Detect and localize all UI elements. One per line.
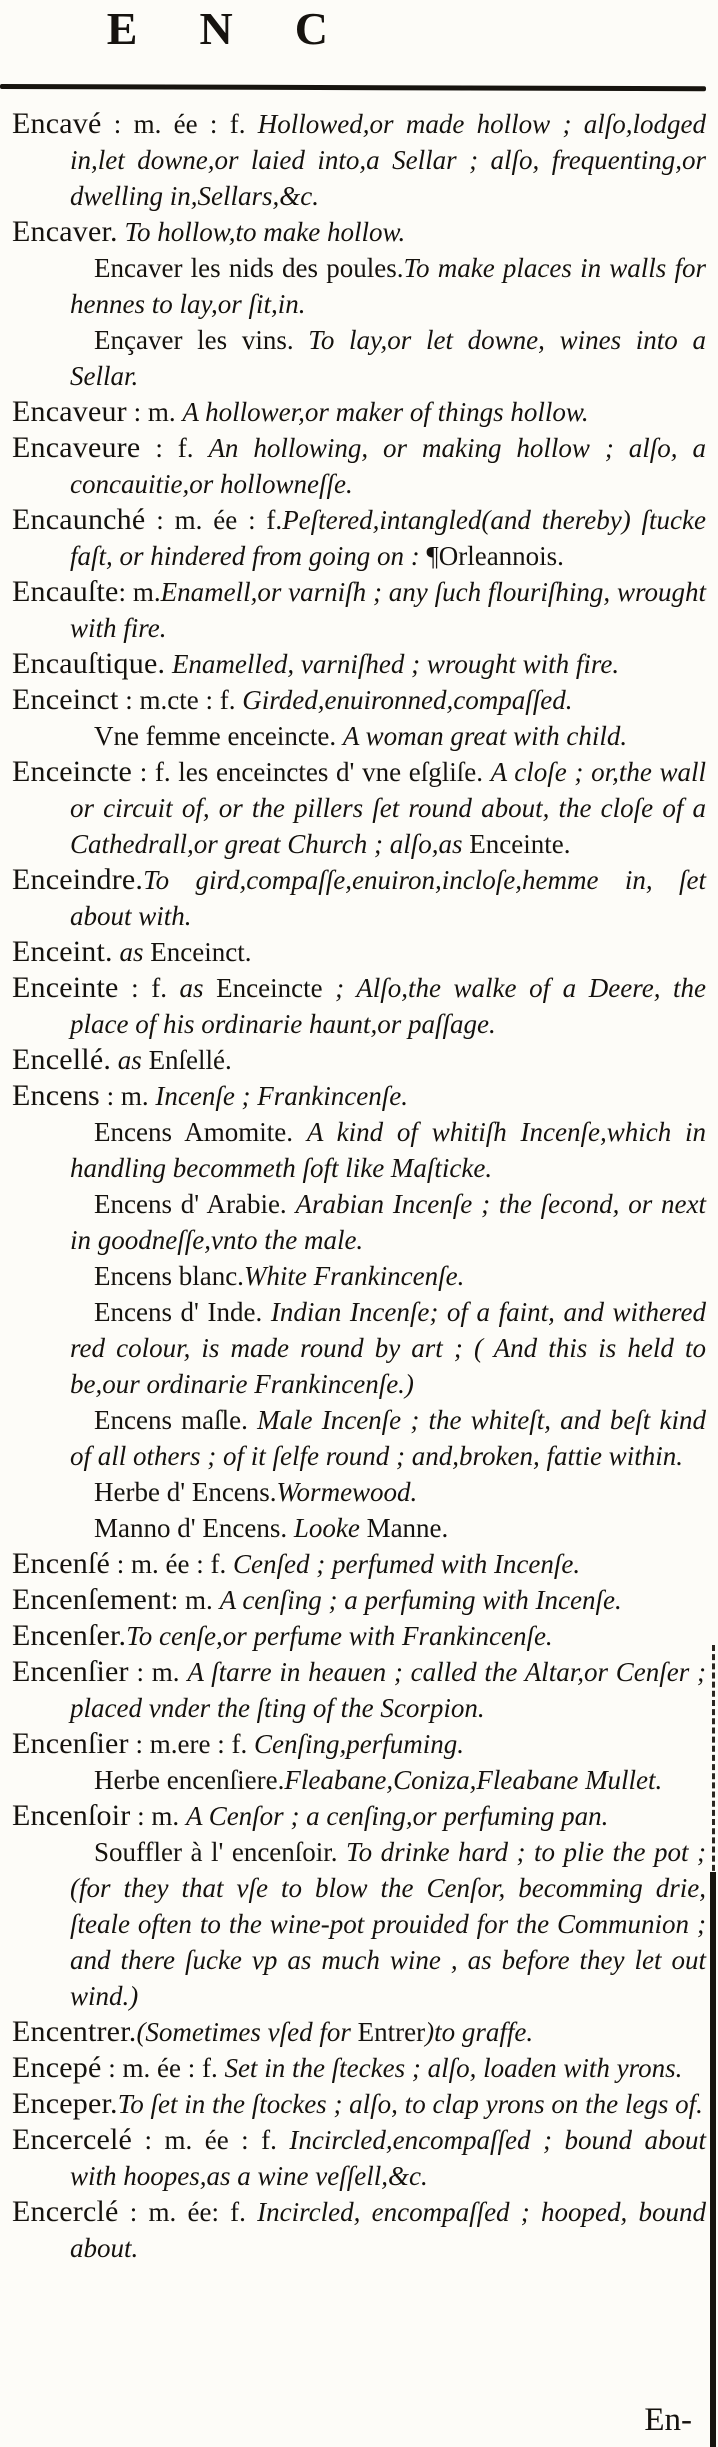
gloss-text: Cenſed ; perfumed with Incenſe. <box>232 1549 581 1579</box>
sub-entry <box>6 1258 706 1294</box>
entry <box>6 754 706 862</box>
roman-text: : m. ée : f. <box>101 2053 225 2083</box>
entry <box>6 2086 706 2122</box>
catchword: En- <box>644 2402 692 2438</box>
headword: Encerclé <box>12 2195 119 2228</box>
headword: Encauſtique. <box>12 647 166 680</box>
roman-text: : m. ée: f. <box>118 2197 258 2227</box>
entry <box>6 1798 706 1834</box>
column-rule <box>710 1872 716 2447</box>
headword: Encens <box>12 1079 100 1112</box>
roman-text: Enceincte <box>216 973 323 1003</box>
sub-entry <box>6 1294 706 1402</box>
entry <box>6 970 706 1042</box>
entry <box>6 502 706 574</box>
sub-entry <box>6 1762 706 1798</box>
gloss-text: To lay,or let downe, wines into a Sellar. <box>70 325 706 391</box>
column-rule-dashed <box>712 1645 715 1880</box>
gloss-text: Girded,enuironned,compaſſed. <box>242 685 573 715</box>
roman-text: : f. <box>118 973 180 1003</box>
headword: Encercelé <box>12 2123 133 2156</box>
headword: Encaunché <box>12 503 146 536</box>
roman-text: : m. <box>130 1801 186 1831</box>
headword: Encentrer. <box>12 2015 137 2048</box>
gloss-text: as <box>111 1045 149 1075</box>
roman-text: Herbe d' Encens. <box>94 1477 277 1507</box>
roman-text: : f. les enceinctes d' vne eſgliſe. <box>132 757 491 787</box>
gloss-text: Enamelled, varniſhed ; wrought with fire. <box>165 649 620 679</box>
roman-text: : m. <box>128 1657 188 1687</box>
roman-text: ¶Orleannois. <box>426 541 564 571</box>
gloss-text: White Frankincenſe. <box>243 1261 465 1291</box>
roman-text: Encaver les nids des poules. <box>94 253 404 283</box>
gloss-text: To ſet in the ſtockes ; alſo, to clap yrons on the legs of. <box>117 2089 703 2119</box>
entry <box>6 1042 706 1078</box>
sub-entry <box>6 250 706 322</box>
roman-text: : m. <box>118 577 161 607</box>
headword: Encenſement <box>12 1583 171 1616</box>
headword: Enceper. <box>12 2087 118 2120</box>
roman-text: : m. ée : f. <box>110 1549 233 1579</box>
gloss-text: Arabian Incenſe ; the ſecond, or next in goodneſſe,vnto the male. <box>70 1189 706 1255</box>
running-head: E N C <box>106 3 354 54</box>
entry <box>6 2194 706 2266</box>
roman-text: : m. <box>126 397 183 427</box>
gloss-text: Peſtered,intangled(and thereby) ſtucke faſt, or hindered from going on : <box>70 505 707 571</box>
roman-text: : m. <box>170 1585 220 1615</box>
roman-text: : m.ere : f. <box>128 1729 254 1759</box>
gloss-text: as <box>179 973 217 1003</box>
entry <box>6 1078 706 1114</box>
entry <box>6 1654 706 1726</box>
gloss-text: A woman great with child. <box>342 721 628 751</box>
gloss-text: To gird,compaſſe,enuiron,incloſe,hemme in, ſet about with. <box>70 865 706 931</box>
headword: Encaveur <box>12 395 127 428</box>
headword: Encaver. <box>12 215 118 248</box>
entry <box>6 862 706 934</box>
gloss-text: as <box>112 937 151 967</box>
roman-text: Enſellé. <box>148 1045 232 1075</box>
headword: Encenſoir <box>12 1799 131 1832</box>
headword: Encenſier <box>12 1655 129 1688</box>
roman-text: : f. <box>140 433 209 463</box>
gloss-text: Set in the ſteckes ; alſo, loaden with yrons. <box>224 2053 683 2083</box>
gloss-text: Incircled,encompaſſed ; bound about with hoopes,as a wine veſſell,&c. <box>70 2125 706 2191</box>
entry <box>6 1582 706 1618</box>
entry <box>6 934 706 970</box>
gloss-text: Male Incenſe ; the whiteſt, and beſt kind of all others ; of it ſelfe round ; and,broken, fattie within. <box>70 1405 706 1471</box>
headword: Enceincte <box>12 755 133 788</box>
roman-text: Encens d' Arabie. <box>94 1189 296 1219</box>
gloss-text: To hollow,to make hollow. <box>117 217 406 247</box>
header-rule <box>0 84 706 91</box>
roman-text: Ençaver les vins. <box>94 325 309 355</box>
gloss-text: (Sometimes vſed for <box>136 2017 358 2047</box>
gloss-text: To cenſe,or perfume with Frankincenſe. <box>126 1621 553 1651</box>
headword: Encauſte <box>12 575 119 608</box>
sub-entry <box>6 1114 706 1186</box>
sub-entry <box>6 322 706 394</box>
gloss-text: Indian Incenſe; of a faint, and withered red colour, is made round by art ; ( And this is held to be,our ordinarie Frankincenſe.) <box>70 1297 707 1399</box>
sub-entry <box>6 1402 706 1474</box>
gloss-text: A ſtarre in heauen ; called the Altar,or Cenſer ; placed vnder the ſting of the Scorpion. <box>70 1657 706 1723</box>
gloss-text: Incircled, encompaſſed ; hooped, bound about. <box>70 2197 706 2263</box>
headword: Encenſier <box>12 1727 129 1760</box>
gloss-text: ; Alſo,the walke of a Deere, the place of his ordinarie haunt,or paſſage. <box>70 973 707 1039</box>
roman-text: Manne. <box>366 1513 449 1543</box>
sub-entry <box>6 718 706 754</box>
entry <box>6 430 706 502</box>
entry <box>6 2122 706 2194</box>
entry <box>6 2014 706 2050</box>
headword: Encellé. <box>12 1043 112 1076</box>
roman-text: Encens maſle. <box>94 1405 258 1435</box>
entry <box>6 2050 706 2086</box>
headword: Enceinct <box>12 683 119 716</box>
roman-text: Encens Amomite. <box>94 1117 307 1147</box>
entry <box>6 1726 706 1762</box>
gloss-text: Hollowed,or made hollow ; alſo,lodged in,let downe,or laied into,a Sellar ; alſo, frequenting,or dwelling in,Sellars,&c. <box>70 109 706 211</box>
roman-text: : m.cte : f. <box>118 685 243 715</box>
entry <box>6 574 706 646</box>
gloss-text: To drinke hard ; to plie the pot ; (for they that vſe to blow the Cenſor, becomming drie, ſteale often to the wine-pot prouided for the Communion ; and there ſucke vp as much wine , as before they let out wind.) <box>70 1837 707 2011</box>
roman-text: : m. <box>99 1081 156 1111</box>
gloss-text: Incenſe ; Frankincenſe. <box>155 1081 408 1111</box>
roman-text: Enceinte. <box>469 829 571 859</box>
gloss-text: Cenſing,perfuming. <box>253 1729 464 1759</box>
headword: Encavé <box>12 107 102 140</box>
entry <box>6 394 706 430</box>
roman-text: : m. ée : f. <box>101 109 258 139</box>
headword: Encenſer. <box>12 1619 127 1652</box>
gloss-text: Fleabane,Coniza,Fleabane Mullet. <box>284 1765 663 1795</box>
headword: Encaveure <box>12 431 141 464</box>
sub-entry <box>6 1186 706 1258</box>
roman-text: Manno d' Encens. <box>94 1513 294 1543</box>
headword: Enceinte <box>12 971 119 1004</box>
roman-text: Encens blanc. <box>94 1261 244 1291</box>
gloss-text: A cloſe ; or,the wall or circuit of, or the pillers ſet round about, the cloſe of a Cathedrall,or great Church ; alſo,as <box>70 757 706 859</box>
entry <box>6 682 706 718</box>
roman-text: Vne femme enceincte. <box>94 721 343 751</box>
roman-text: Herbe encenſiere. <box>94 1765 285 1795</box>
entry <box>6 106 706 214</box>
gloss-text: Enamell,or varniſh ; any ſuch flouriſhing, wrought with fire. <box>70 577 706 643</box>
gloss-text: A Cenſor ; a cenſing,or perfuming pan. <box>185 1801 609 1831</box>
entry <box>6 1546 706 1582</box>
entry <box>6 214 706 250</box>
entry <box>6 646 706 682</box>
entries-container <box>6 106 706 2266</box>
sub-entry <box>6 1510 706 1546</box>
sub-entry <box>6 1834 706 2014</box>
gloss-text: Looke <box>293 1513 367 1543</box>
gloss-text: A cenſing ; a perfuming with Incenſe. <box>219 1585 622 1615</box>
gloss-text: A hollower,or maker of things hollow. <box>182 397 589 427</box>
sub-entry <box>6 1474 706 1510</box>
roman-text: Entrer <box>357 2017 426 2047</box>
gloss-text: To make places in walls for hennes to lay,or ſit,in. <box>70 253 707 319</box>
entry <box>6 1618 706 1654</box>
roman-text: Souffler à l' encenſoir. <box>94 1837 347 1867</box>
headword: Enceindre. <box>12 863 144 896</box>
gloss-text: Wormewood. <box>276 1477 418 1507</box>
gloss-text: An hollowing, or making hollow ; alſo, a concauitie,or hollowneſſe. <box>70 433 706 499</box>
gloss-text: )to graffe. <box>425 2017 534 2047</box>
roman-text: Enceinct. <box>150 937 252 967</box>
roman-text: Encens d' Inde. <box>94 1297 271 1327</box>
gloss-text: A kind of whitiſh Incenſe,which in handling becommeth ſoft like Maſticke. <box>70 1117 706 1183</box>
roman-text: : m. ée : f. <box>145 505 283 535</box>
roman-text: : m. ée : f. <box>132 2125 290 2155</box>
headword: Encenſé <box>12 1547 111 1580</box>
headword: Enceint. <box>12 935 113 968</box>
headword: Encepé <box>12 2051 102 2084</box>
